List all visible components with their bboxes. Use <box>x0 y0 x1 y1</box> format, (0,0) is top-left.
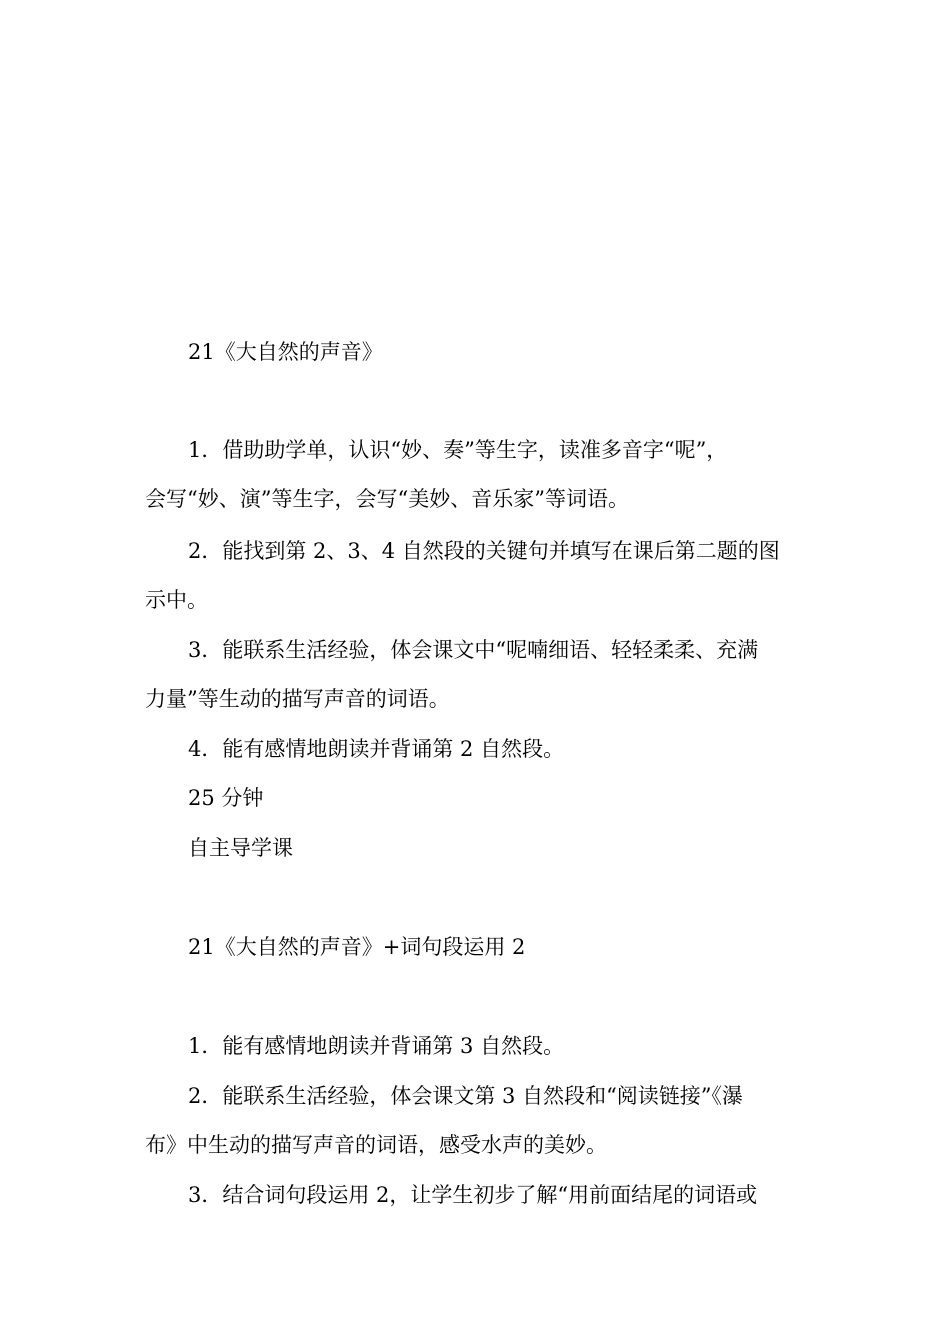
section-2-objective-2-line-2: 布》中生动的描写声音的词语，感受水声的美妙。 <box>145 1133 607 1157</box>
section-2-objective-1: 1．能有感情地朗读并背诵第 3 自然段。 <box>188 1034 565 1058</box>
section-2-objective-2-line-1: 2．能联系生活经验，体会课文第 3 自然段和“阅读链接”《瀑 <box>188 1084 744 1108</box>
section-1-objective-2-line-1: 2．能找到第 2、3、4 自然段的关键句并填写在课后第二题的图 <box>188 539 780 563</box>
section-1-objective-2-line-2: 示中。 <box>145 588 208 612</box>
section-1-objective-1-line-2: 会写“妙、演”等生字，会写“美妙、音乐家”等词语。 <box>145 487 629 511</box>
section-1-objective-3-line-1: 3．能联系生活经验，体会课文中“呢喃细语、轻轻柔柔、充满 <box>188 638 759 662</box>
section-2-title: 21《大自然的声音》+词句段运用 2 <box>188 935 526 959</box>
section-2-objective-3-line-1: 3．结合词句段运用 2，让学生初步了解“用前面结尾的词语或 <box>188 1183 758 1207</box>
section-1-title: 21《大自然的声音》 <box>188 340 383 364</box>
section-1-objective-3-line-2: 力量”等生动的描写声音的词语。 <box>145 687 450 711</box>
section-1-objective-4: 4．能有感情地朗读并背诵第 2 自然段。 <box>188 737 565 761</box>
section-1-objective-1-line-1: 1．借助助学单，认识“妙、奏”等生字，读准多音字“呢”， <box>188 438 728 462</box>
section-1-lesson-type: 自主导学课 <box>188 836 293 860</box>
section-1-duration: 25 分钟 <box>188 786 264 810</box>
